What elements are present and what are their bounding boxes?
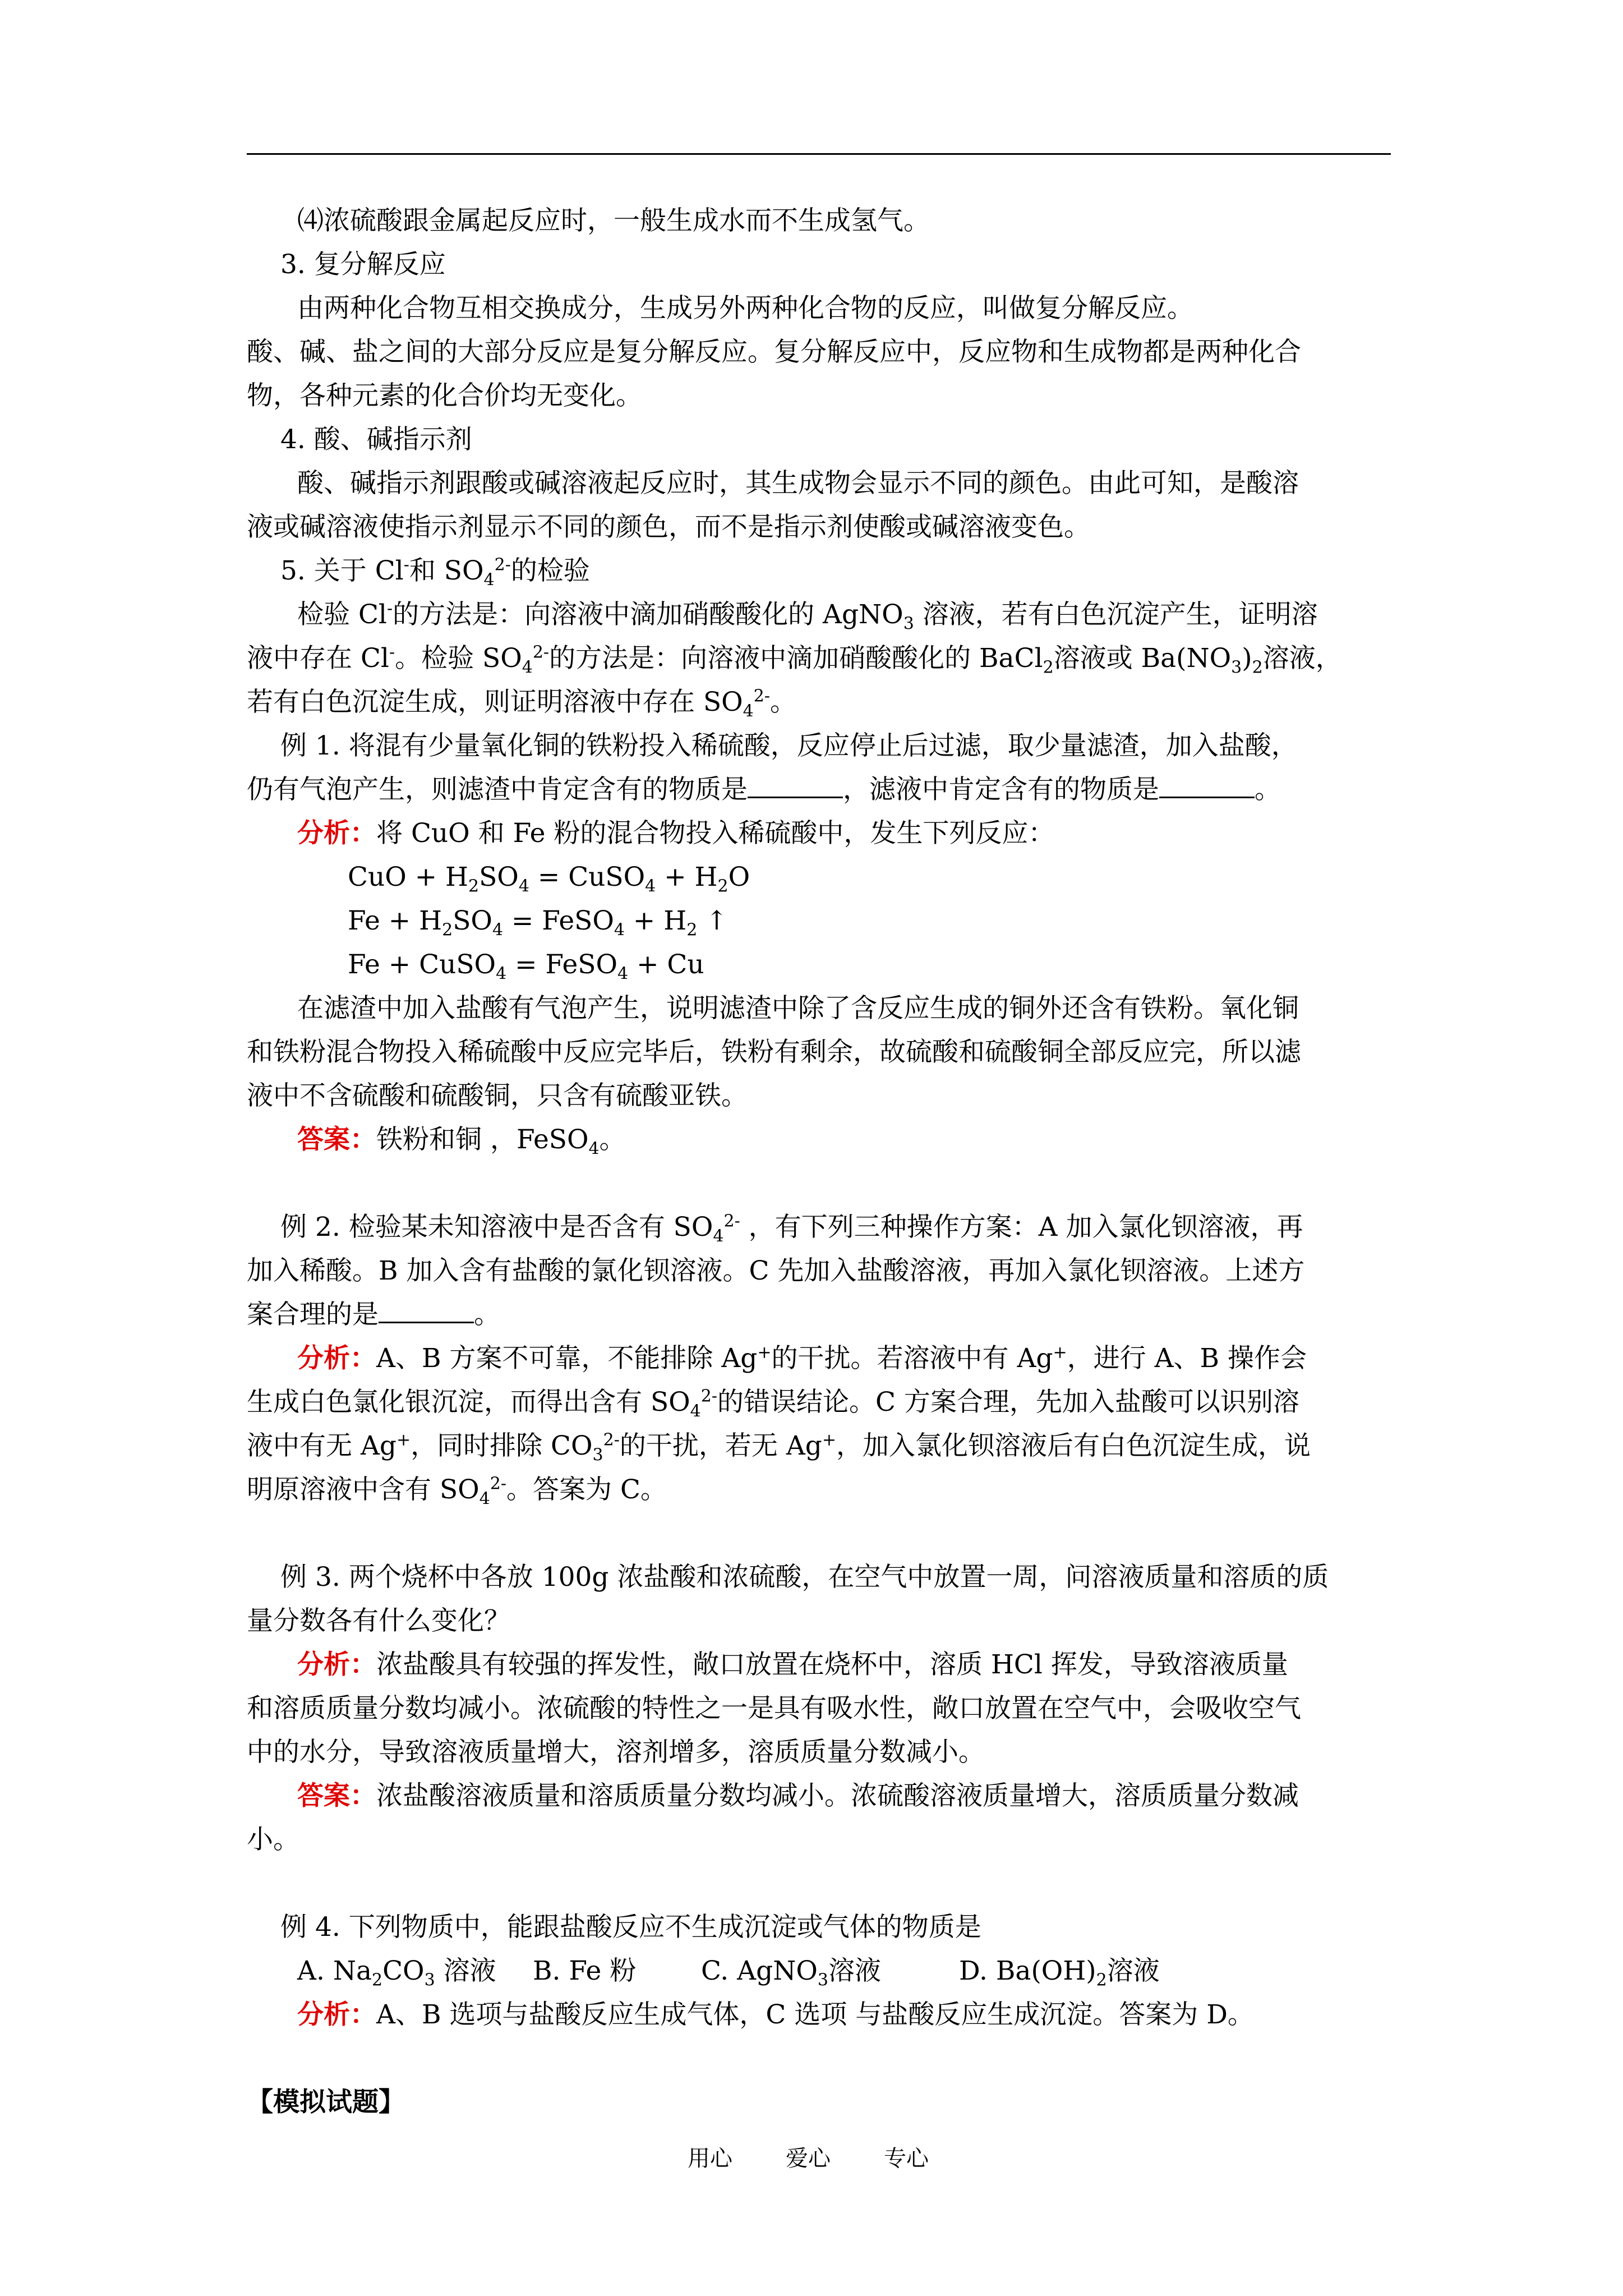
- answer-blank: [748, 771, 843, 798]
- paragraph: 由两种化合物互相交换成分，生成另外两种化合物的反应，叫做复分解反应。: [297, 293, 1193, 324]
- paragraph: 若有白色沉淀生成，则证明溶液中存在 $SO_4^{2-}$。: [247, 686, 796, 721]
- paragraph: 中的水分，导致溶液质量增大，溶剂增多，溶质质量分数减小。: [247, 1737, 985, 1768]
- analysis-label: 分析：: [297, 1649, 376, 1680]
- spacer: [247, 1512, 1402, 1556]
- example-4-options: [247, 1949, 1402, 1993]
- paragraph: ⑷浓硫酸跟金属起反应时，一般生成水而不生成氢气。: [297, 205, 930, 236]
- example-1-question: 例 1. 将混有少量氧化铜的铁粉投入稀硫酸，反应停止后过滤，取少量滤渣，加入盐酸，: [280, 730, 1298, 761]
- paragraph: 酸、碱指示剂跟酸或碱溶液起反应时，其生成物会显示不同的颜色。由此可知，是酸溶: [297, 468, 1299, 499]
- paragraph: 物，各种元素的化合价均无变化。: [247, 380, 642, 411]
- example-4-analysis: 分析：A、B 选项与盐酸反应生成气体，C 选项 与盐酸反应生成沉淀。答案为 D。: [297, 1999, 1254, 2030]
- example-3-question: 量分数各有什么变化？: [247, 1605, 510, 1636]
- paragraph: 液中不含硫酸和硫酸铜，只含有硫酸亚铁。: [247, 1080, 748, 1111]
- answer-label: 答案：: [297, 1124, 376, 1155]
- equation: Fe + CuSO$_4$ = FeSO$_4$ + Cu: [348, 949, 704, 984]
- paragraph: 检验 Cl-的方法是：向溶液中滴加硝酸酸化的 AgNO$_3$ 溶液，若有白色沉淀产生，证明溶: [297, 599, 1318, 634]
- spacer: [247, 1862, 1402, 1906]
- analysis-label: 分析：: [297, 1999, 376, 2030]
- example-1-question: 仍有气泡产生，则滤渣中肯定含有的物质是 ，滤液中肯定含有的物质是 。: [247, 768, 1402, 812]
- section-heading-simulated-questions: 【模拟试题】: [247, 2087, 405, 2118]
- footer-word: 用心: [688, 2146, 732, 2171]
- paragraph: 生成白色氯化银沉淀，而得出含有 $SO_4^{2-}$的错误结论。C 方案合理，先加入盐酸可以识别溶: [247, 1386, 1299, 1421]
- example-4-question: 例 4. 下列物质中，能跟盐酸反应不生成沉淀或气体的物质是: [280, 1912, 981, 1943]
- paragraph: 液中有无 Ag+，同时排除 $CO_3^{2-}$的干扰，若无 Ag+，加入氯化钡溶液后有白色沉淀生成，说: [247, 1430, 1311, 1465]
- spacer: [247, 2037, 1402, 2081]
- example-3-analysis: 分析：浓盐酸具有较强的挥发性，敞口放置在烧杯中，溶质 HCl 挥发，导致溶液质量: [297, 1649, 1288, 1680]
- paragraph: 和溶质质量分数均减小。浓硫酸的特性之一是具有吸水性，敞口放置在空气中，会吸收空气: [247, 1693, 1301, 1724]
- option-d: D. $Ba(OH)_2$溶液: [959, 1955, 1160, 1990]
- equation: $Fe + H_2SO_4$ = FeSO$_4$ + $H_2$ ↑: [348, 905, 728, 940]
- paragraph: 酸、碱、盐之间的大部分反应是复分解反应。复分解反应中，反应物和生成物都是两种化合: [247, 337, 1301, 367]
- footer-word: 专心: [884, 2146, 929, 2171]
- option-c: C. AgNO$_3$溶液: [701, 1955, 881, 1990]
- header-rule: [247, 153, 1391, 155]
- example-1-answer: 答案：铁粉和铜 ，FeSO$_4$。: [297, 1124, 626, 1159]
- paragraph: 在滤渣中加入盐酸有气泡产生，说明滤渣中除了含反应生成的铜外还含有铁粉。氧化铜: [297, 993, 1299, 1024]
- answer-blank: [379, 1296, 474, 1323]
- example-3-answer: 答案：浓盐酸溶液质量和溶质质量分数均减小。浓硫酸溶液质量增大，溶质质量分数减: [297, 1780, 1299, 1811]
- paragraph: 小。: [247, 1824, 299, 1855]
- example-1-analysis: 分析：将 CuO 和 Fe 粉的混合物投入稀硫酸中，发生下列反应：: [297, 818, 1055, 849]
- option-b: B. Fe 粉: [533, 1955, 637, 1986]
- example-3-question: 例 3. 两个烧杯中各放 100g 浓盐酸和浓硫酸，在空气中放置一周，问溶液质量和溶质的质: [280, 1562, 1329, 1593]
- spacer: [247, 1162, 1402, 1205]
- document-body: [247, 199, 1402, 2124]
- paragraph: 明原溶液中含有 $SO_4^{2-}$。答案为 C。: [247, 1474, 667, 1509]
- example-2-question: 加入稀酸。B 加入含有盐酸的氯化钡溶液。C 先加入盐酸溶液，再加入氯化钡溶液。上述方: [247, 1255, 1305, 1286]
- answer-label: 答案：: [297, 1780, 376, 1811]
- section-title: 4. 酸、碱指示剂: [280, 424, 472, 455]
- paragraph: 液或碱溶液使指示剂显示不同的颜色，而不是指示剂使酸或碱溶液变色。: [247, 512, 1090, 542]
- section-title: 5. 关于 Cl-和 $SO_4^{2-}$的检验: [280, 555, 590, 590]
- footer-word: 爱心: [786, 2146, 831, 2171]
- answer-blank: [1159, 771, 1255, 798]
- example-2-question: 例 2. 检验某未知溶液中是否含有 $SO_4^{2-}$ ，有下列三种操作方案：A 加入氯化钡溶液，再: [280, 1211, 1303, 1246]
- analysis-label: 分析：: [297, 818, 376, 849]
- equation: CuO + $H_2SO_4$ = CuSO$_4$ + $H_2O$: [348, 862, 750, 896]
- page-footer: [688, 2142, 982, 2175]
- analysis-label: 分析：: [297, 1343, 376, 1374]
- example-2-question: 案合理的是 。: [247, 1293, 1402, 1337]
- example-2-analysis: 分析：A、B 方案不可靠，不能排除 Ag+的干扰。若溶液中有 Ag+，进行 A、B 操作会: [297, 1342, 1307, 1374]
- option-a: A. $Na_2CO_3$ 溶液: [297, 1955, 496, 1990]
- paragraph: 液中存在 Cl-。检验 $SO_4^{2-}$的方法是：向溶液中滴加硝酸酸化的 BaCl$_2$溶液或 $Ba(NO_3)_2$溶液，: [247, 642, 1342, 678]
- section-title: 3. 复分解反应: [280, 249, 446, 280]
- paragraph: 和铁粉混合物投入稀硫酸中反应完毕后，铁粉有剩余，故硫酸和硫酸铜全部反应完，所以滤: [247, 1037, 1301, 1068]
